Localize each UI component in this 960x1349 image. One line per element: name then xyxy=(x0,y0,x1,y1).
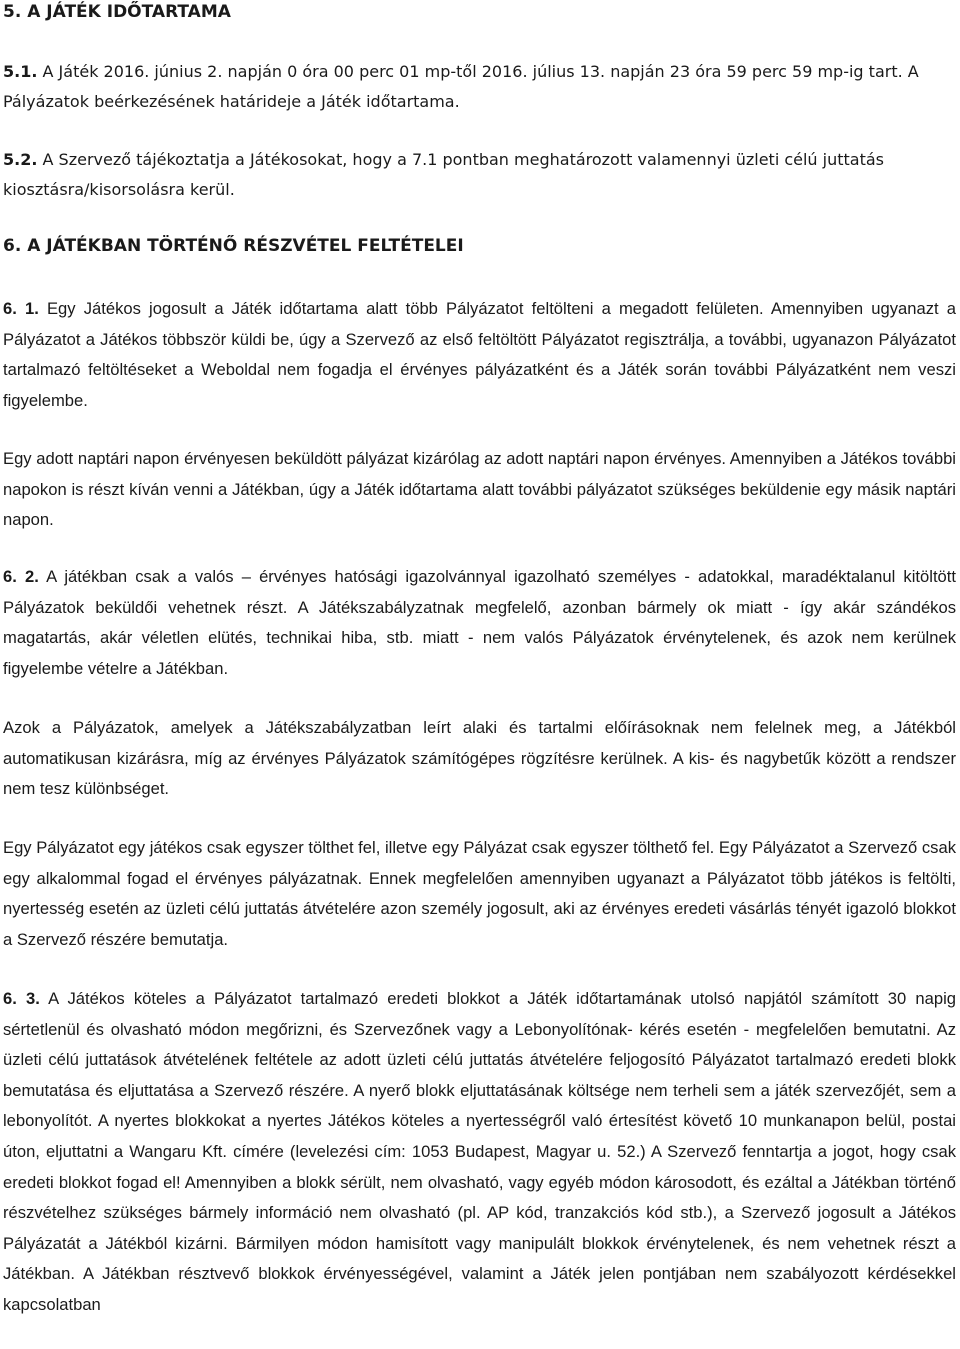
section-5-1-number: 5.1. xyxy=(3,62,38,81)
section-5-2-text: A Szervező tájékoztatja a Játékosokat, hogy a 7.1 pontban meghatározott valamennyi üzleti célú juttatás kiosztásra/kisorsolásra kerül. xyxy=(3,150,885,199)
section-6-2-text: A játékban csak a valós – érvényes hatósági igazolvánnyal igazolható személyes - adatokkal, maradéktalanul kitöltött Pályázatok beküldői vehetnek részt. A Játékszabályzatnak megfelelő, azonban bármely ok miatt - így akár szándékos magatartás, akár véletlen elütés, technikai hiba, stb. miatt - nem valós Pályázatok érvénytelenek, és azok nem kerülnek figyelembe vételre a Játékban. xyxy=(3,567,957,678)
section-6-1-paragraph xyxy=(3,294,956,416)
section-5-heading: 5. A JÁTÉK IDŐTARTAMA xyxy=(3,2,231,22)
section-6-3-text: A Játékos köteles a Pályázatot tartalmazó eredeti blokkot a Játék időtartamának utolsó napjától számított 30 napig sértetlenül és olvasható módon megőrizni, és Szervezőnek vagy a Lebonyolítónak- kérés esetén - megfelelően bemutatni. Az üzleti célú juttatások átvételének feltétele az adott üzleti célú juttatás átvételére feljogosító Pályázatot tartalmazó eredeti blokk bemutatása és eljuttatása a Szervező részére. A nyerő blokk eljuttatásának költsége nem terheli sem a játék szervezőjét, sem a lebonyolítót. A nyertes blokkokat a nyertes Játékos köteles a nyertességről való értesítést követő 10 munkanapon belül, postai úton, eljuttatni a Wangaru Kft. címére (levelezési cím: 1053 Budapest, Magyar u. 52.) A Szervező fenntartja a jogot, hogy csak eredeti blokkot fogad el! Amennyiben a blokk sérült, nem olvasható, vagy egyéb módon károsodott, és ezáltal a Játékban történő részvételhez szükséges bármely információ nem olvasható (pl. AP kód, tranzakciós kód stb.), a Szervező jogosult a Játékos Pályázatát a Játékból kizárni. Bármilyen módon hamisított vagy manipulált blokkok érvénytelenek, és nem vehetnek részt a Játékban. A Játékban résztvevő blokkok érvényességével, valamint a Játék jelen pontjában nem szabályozott kérdésekkel kapcsolatban xyxy=(3,989,956,1314)
section-6-1-paragraph-2: Egy adott naptári napon érvényesen beküldött pályázat kizárólag az adott naptári napon érvényes. Amennyiben a Játékos további napokon is részt kíván venni a Játékban, úgy a Játék időtartama alatt további pályázatot szükséges beküldenie egy másik naptári napon. xyxy=(3,449,956,530)
section-6-2-paragraph-3: Egy Pályázatot egy játékos csak egyszer tölthet fel, illetve egy Pályázat csak egyszer tölthető fel. Egy Pályázatot a Szervező csak egy alkalommal fogad el érvényes pályázatnak. Ennek megfelelően amennyiben ugyanazt a Pályázatot több játékos is feltölti, nyertesség esetén az üzleti célú juttatás átvételére azon személy jogosult, aki az érvényes eredeti vásárlás tényét igazoló blokkot a Szervező részére bemutatja. xyxy=(3,838,956,949)
section-6-heading: 6. A JÁTÉKBAN TÖRTÉNŐ RÉSZVÉTEL FELTÉTELEI xyxy=(3,236,464,256)
section-6-2-number: 6. 2. xyxy=(3,567,39,586)
section-5-1-text: A Játék 2016. június 2. napján 0 óra 00 perc 01 mp-től 2016. július 13. napján 23 óra 59 perc 59 mp-ig tart. A Pályázatok beérkezésének határideje a Játék időtartama. xyxy=(3,62,919,111)
section-5-1-paragraph xyxy=(3,57,956,117)
section-6-3-paragraph xyxy=(3,984,956,1321)
section-6-2-paragraph xyxy=(3,562,956,684)
section-6-1-number: 6. 1. xyxy=(3,299,39,318)
section-5-2-paragraph xyxy=(3,145,956,205)
section-6-2-paragraph-2: Azok a Pályázatok, amelyek a Játékszabályzatban leírt alaki és tartalmi előírásoknak nem felelnek meg, a Játékból automatikusan kizárásra, míg az érvényes Pályázatok számítógépes rögzítésre kerülnek. A kis- és nagybetűk között a rendszer nem tesz különbséget. xyxy=(3,718,956,799)
section-6-1-text: Egy Játékos jogosult a Játék időtartama alatt több Pályázatot feltölteni a megadott felületen. Amennyiben ugyanazt a Pályázatot a Játékos többször küldi be, úgy a Szervező az első feltöltött Pályázatot regisztrálja, a további, ugyanazon Pályázatot tartalmazó feltöltéseket a Weboldal nem fogadja el érvényes pályázatként és a Játék során további Pályázatként nem veszi figyelembe. xyxy=(3,299,956,410)
section-5-2-number: 5.2. xyxy=(3,150,38,169)
section-6-3-number: 6. 3. xyxy=(3,989,40,1008)
